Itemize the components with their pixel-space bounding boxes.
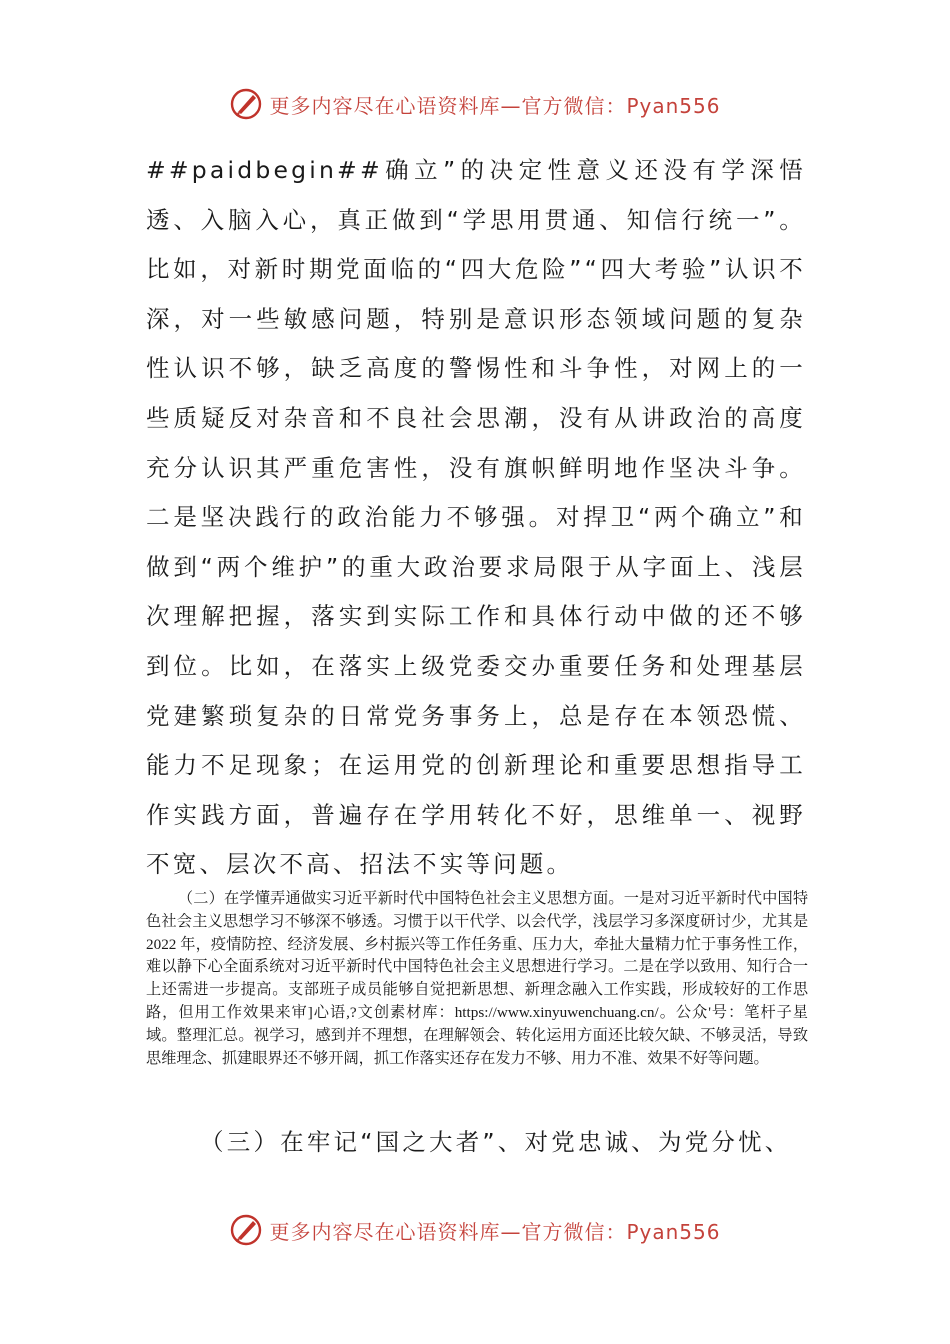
footer-watermark <box>0 1210 950 1250</box>
watermark-text: 更多内容尽在心语资料库—官方微信：Pyan556 <box>269 93 721 118</box>
pen-logo-icon <box>229 87 263 121</box>
header-watermark <box>0 84 950 124</box>
watermark-text: 更多内容尽在心语资料库—官方微信：Pyan556 <box>269 1219 721 1244</box>
main-paragraph: ##paidbegin##确立”的决定性意义还没有学深悟透、入脑入心，真正做到“学思用贯通、知信行统一”。比如，对新时期党面临的“四大危险”“四大考验”认识不深，对一些敏感问题，特别是意识形态领域问题的复杂性认识不够，缺乏高度的警惕性和斗争性，对网上的一些质疑反对杂音和不良社会思潮，没有从讲政治的高度充分认识其严重危害性，没有旗帜鲜明地作坚决斗争。二是坚决践行的政治能力不够强。对捍卫“两个确立”和做到“两个维护”的重大政治要求局限于从字面上、浅层次理解把握，落实到实际工作和具体行动中做的还不够到位。比如，在落实上级党委交办重要任务和处理基层党建繁琐复杂的日常党务事务上，总是存在本领恐慌、能力不足现象；在运用党的创新理论和重要思想指导工作实践方面，普遍存在学用转化不好，思维单一、视野不宽、层次不高、招法不实等问题。 <box>146 156 806 879</box>
section-heading-three: （三）在牢记“国之大者”、对党忠诚、为党分忧、 <box>200 1128 792 1156</box>
pen-logo-icon <box>229 1213 263 1247</box>
small-paragraph: （二）在学懂弄通做实习近平新时代中国特色社会主义思想方面。一是对习近平新时代中国特色社会主义思想学习不够深不够透。习惯于以干代学、以会代学，浅层学习多深度研讨少，尤其是 2022 年，疫情防控、经济发展、乡村振兴等工作任务重、压力大，牵扯大量精力忙于事务性工作，难以静下心全面系统对习近平新时代中国特色社会主义思想进行学习。二是在学以致用、知行合一上还需进一步提高。支部班子成员能够自觉把新思想、新理念融入工作实践，形成较好的工作思路，但用工作效果来审]心语,?文创素材库：https://www.xinyuwenchuang.cn/。公众'号：笔杆子星域。整理汇总。视学习，感到并不理想，在理解领会、转化运用方面还比较欠缺、不够灵活，导致思维理念、抓建眼界还不够开阔，抓工作落实还存在发力不够、用力不准、效果不好等问题。 <box>146 890 808 1067</box>
